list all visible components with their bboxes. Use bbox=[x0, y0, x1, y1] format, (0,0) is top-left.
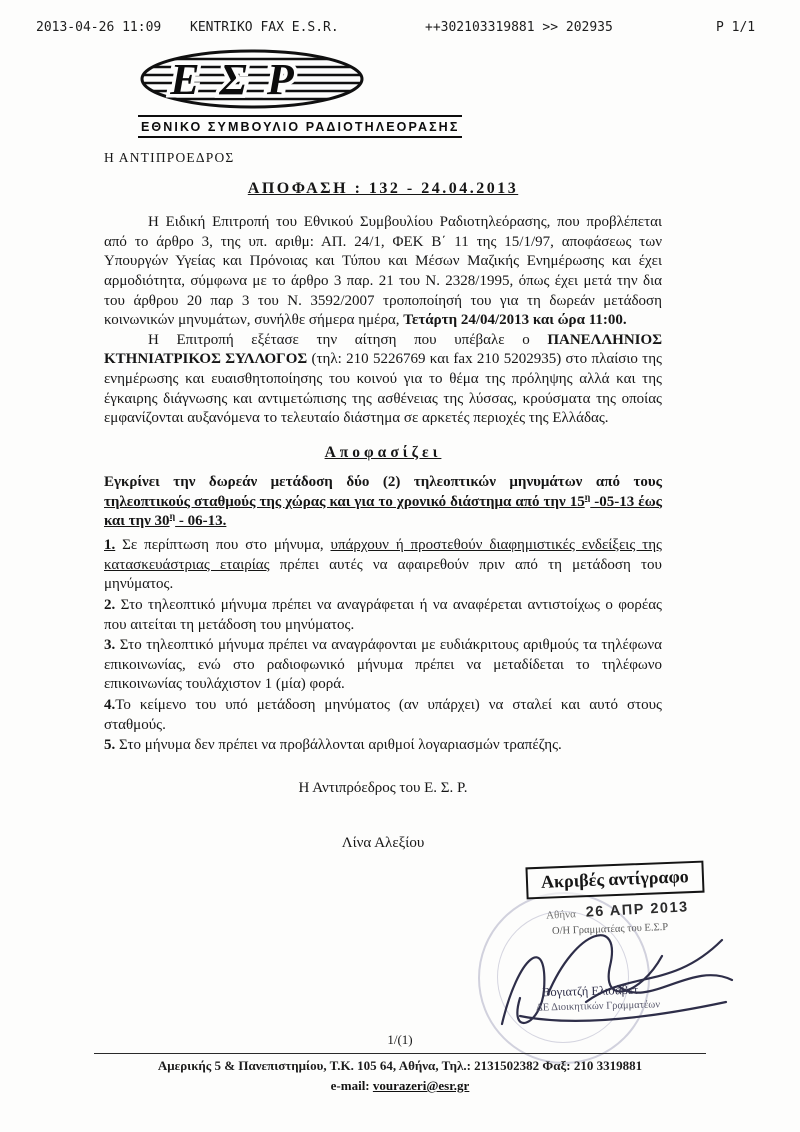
fax-datetime: 2013-04-26 11:09 bbox=[36, 20, 162, 35]
certified-copy-stamp: Ακριβές αντίγραφο bbox=[525, 861, 704, 900]
page-number: 1/(1) bbox=[387, 1032, 413, 1047]
esr-logo-icon bbox=[138, 48, 366, 110]
footer-email-line bbox=[0, 1078, 800, 1094]
letterhead bbox=[138, 48, 462, 138]
footer-address: Αμερικής 5 & Πανεπιστημίου, Τ.Κ. 105 64, Αθήνα, Τηλ.: 2131502382 Φαξ: 210 3319881 bbox=[157, 1058, 643, 1073]
stamp-city: Αθήνα bbox=[545, 908, 577, 922]
verdict-paragraph: Εγκρίνει την δωρεάν μετάδοση δύο (2) τηλεοπτικών μηνυμάτων από τους τηλεοπτικούς σταθμούς της χώρας και για το χρονικό διάστημα από την $15^\eta$ -05-13 έως και την $30^\eta - 06-13$. bbox=[104, 474, 662, 530]
email-label: e-mail: bbox=[330, 1078, 370, 1093]
footer-rule bbox=[94, 1053, 706, 1054]
verdict-heading: Αποφασίζει bbox=[324, 444, 442, 462]
signatory-role: Η Αντιπρόεδρος του Ε. Σ. Ρ. bbox=[298, 780, 468, 797]
paragraph-application: Η Επιτροπή εξέτασε την αίτηση που υπέβαλε ο ΠΑΝΕΛΛΗΝΙΟΣ ΚΤΗΝΙΑΤΡΙΚΟΣ ΣΥΛΛΟΓΟΣ (τηλ: 210 5226769 και fax 210 5202935) στο πλαίσιο της ενημέρωσης και ευαισθητοποίησης του κοινού για το θέμα της πρόληψης αλλά και της έγκαιρης διάγνωσης και αντιμετώπισης της ασθένειας της λύσσας, κρούσματα της οποίας εμφανίζονται αυξανόμενα το τελευταίο διάστημα σε αρκετές περιοχές της Ελλάδας. bbox=[104, 331, 662, 427]
email-link[interactable]: vourazeri@esr.gr bbox=[372, 1078, 470, 1093]
secretary-name: Βογιατζή Ελισάβετ bbox=[541, 982, 639, 1000]
handwritten-signature-icon bbox=[490, 898, 740, 1048]
paragraph-committee: Η Ειδική Επιτροπή του Εθνικού Συμβουλίου Ραδιοτηλεόρασης, που προβλέπεται από το άρθρο 3, της υπ. αριθμ: ΑΠ. 24/1, ΦΕΚ Β΄ 11 της 15/1/97, αποφάσεως των Υπουργών Υγείας και Πρόνοιας και Τύπου και Μέσων Μαζικής Ενημέρωσης και έχει αρμοδιότητα, σύμφωνα με το άρθρο 3 παρ. 21 του Ν. 2328/1995, όπως έχει μετά την δια του άρθρου 20 παρ 3 του Ν. 3592/2007 τροποποίησή του για τη δωρεάν μετάδοση κοινωνικών μηνυμάτων, συνήλθε σήμερα ημέρα, Τετάρτη 24/04/2013 και ώρα 11:00. bbox=[104, 214, 662, 329]
stamp-secretary-line: Ο/Η Γραμματέας του Ε.Σ.Ρ bbox=[551, 921, 669, 938]
org-name: ΕΘΝΙΚΟ ΣΥΜΒΟΥΛΙΟ ΡΑΔΙΟΤΗΛΕΟΡΑΣΗΣ bbox=[138, 115, 462, 138]
secretary-grade: ΔΕ Διοικητικών Γραμματέων bbox=[535, 999, 661, 1014]
fax-numbers: ++302103319881 >> 202935 bbox=[425, 20, 613, 35]
term-item-4: 4.Το κείμενο του υπό μετάδοση μηνύματος (αν υπάρχει) να σταλεί και αυτό στους σταθμούς. bbox=[104, 697, 662, 733]
document-body bbox=[104, 150, 662, 852]
fax-sender-id: KENTRIKO FAX E.S.R. bbox=[190, 20, 339, 35]
term-item-2: 2. Στο τηλεοπτικό μήνυμα πρέπει να αναγράφεται ή να αναφέρεται αντιστοίχως ο φορέας που αιτείται τη μετάδοση του μηνύματος. bbox=[104, 596, 662, 633]
signatory-name: Λίνα Αλεξίου bbox=[341, 835, 425, 852]
signature-block bbox=[104, 780, 662, 852]
fax-page-indicator: P 1/1 bbox=[716, 20, 756, 35]
office-title: Η ΑΝΤΙΠΡΟΕΔΡΟΣ bbox=[104, 150, 235, 165]
term-item-1: 1. Σε περίπτωση που στο μήνυμα, υπάρχουν ή προστεθούν διαφημιστικές ενδείξεις της κατασκευάστριας εταιρίας πρέπει αυτές να αφαιρεθούν πριν από τη μετάδοση του μηνύματος. bbox=[104, 536, 662, 593]
fax-transmission-header bbox=[0, 20, 800, 40]
stamp-date: 26 ΑΠΡ 2013 bbox=[585, 899, 690, 921]
esr-logo-text: ΕΣΡ bbox=[170, 55, 314, 104]
term-item-3: 3. Στο τηλεοπτικό μήνυμα πρέπει να αναγράφονται με ευδιάκριτους αριθμούς τα τηλέφωνα επικοινωνίας, ενώ στο ραδιοφωνικό μήνυμα πρέπει να μεταδίδεται το τηλέφωνο επικοινωνίας τουλάχιστον 1 (μία) φορά. bbox=[104, 637, 662, 693]
term-item-5: 5. Στο μήνυμα δεν πρέπει να προβάλλονται αριθμοί λογαριασμών τραπέζης. bbox=[104, 737, 562, 754]
decision-title: ΑΠΟΦΑΣΗ : 132 - 24.04.2013 bbox=[247, 180, 519, 197]
